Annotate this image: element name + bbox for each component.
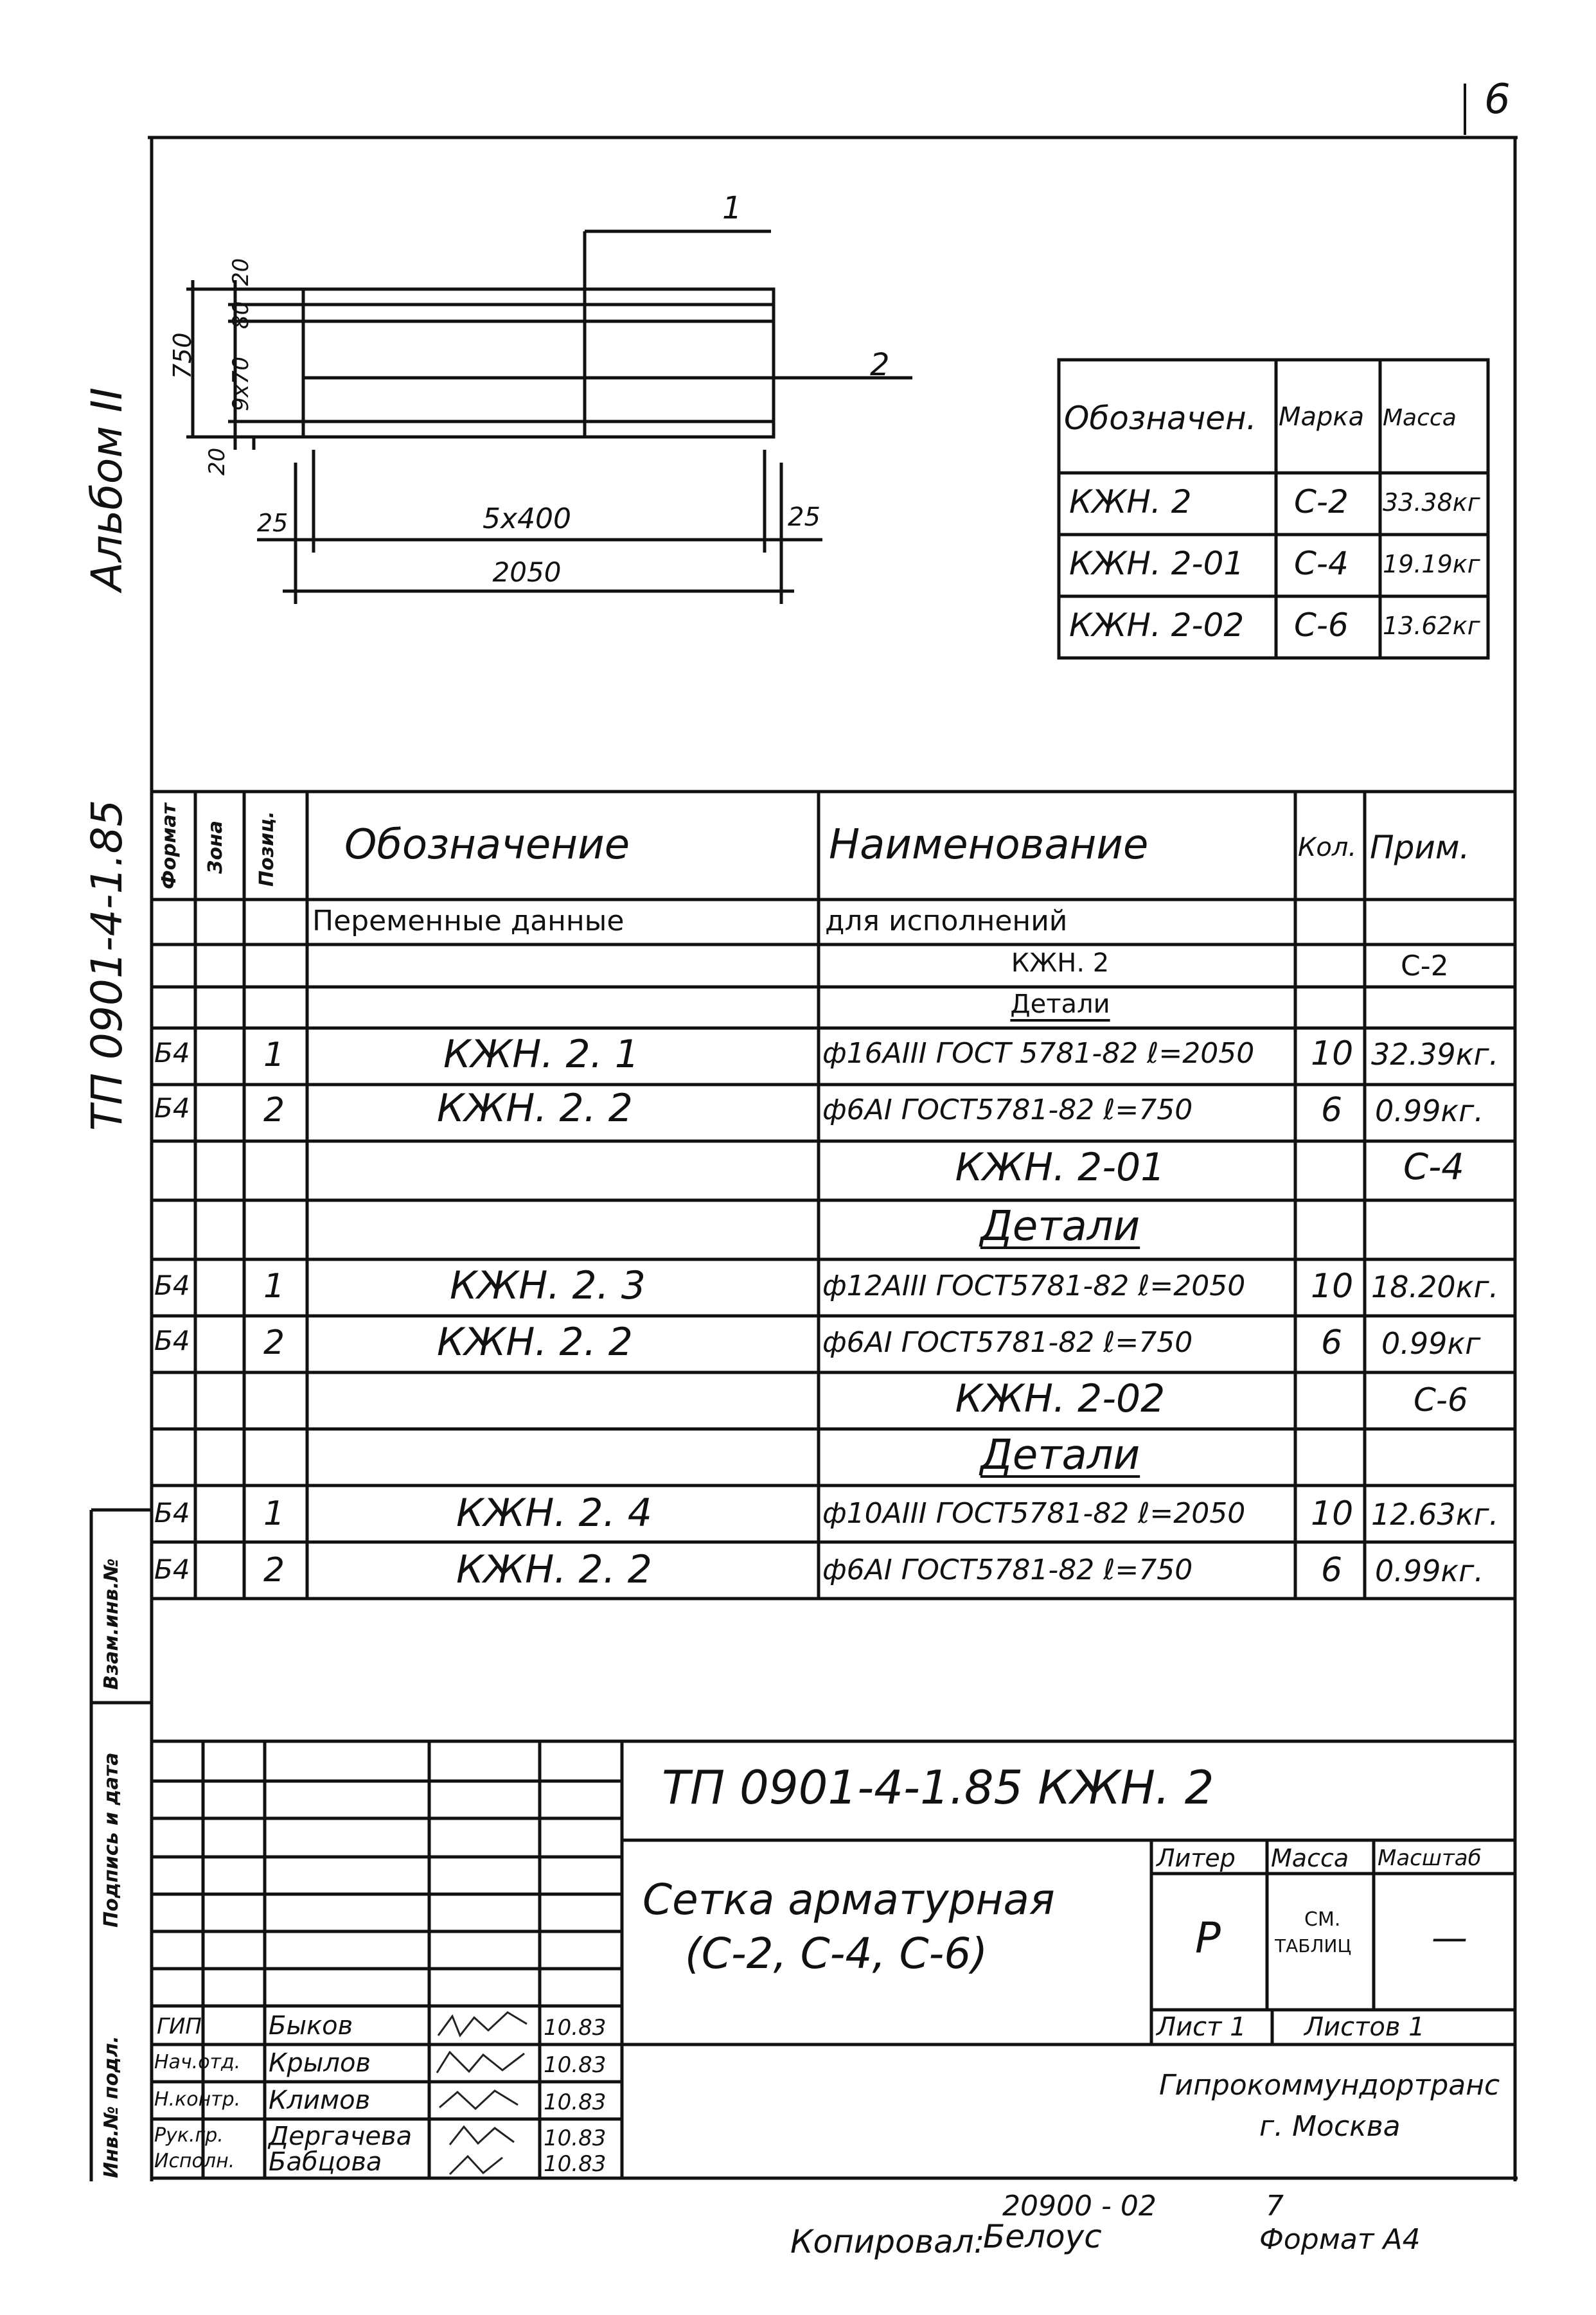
title-block-code: ТП 0901-4-1.85 КЖН. 2 [662, 1761, 1214, 1814]
spec-header-name: Наименование [829, 821, 1149, 869]
signature-4 [450, 2127, 514, 2145]
massa-value-line2: ТАБЛИЦ [1275, 1935, 1352, 1956]
callout-position-1: 1 [722, 190, 742, 226]
spec-row-6-format: Б4 [154, 1554, 190, 1585]
dim-20-top: 20 [228, 258, 254, 286]
footer-copied-label: Копировал: [790, 2223, 985, 2260]
mass-row-3-mass: 13.62кг [1383, 612, 1480, 640]
spec-header-zone: Зона [204, 820, 227, 874]
sheet-number: 6 [1484, 76, 1511, 123]
spec-row-variant-3-name: КЖН. 2-02 [955, 1376, 1166, 1421]
spec-header-designation: Обозначение [344, 821, 630, 869]
spec-row-6-note: 0.99кг. [1375, 1554, 1484, 1588]
mass-table-header-designation: Обозначен. [1064, 400, 1257, 437]
album-label: Альбом II [82, 387, 132, 591]
signature-3 [439, 2091, 518, 2109]
liter-value: Р [1195, 1913, 1221, 1963]
spec-row-variant-3-note: С-6 [1414, 1381, 1468, 1419]
mass-row-1-mark: С-2 [1294, 483, 1349, 520]
scale-header: Масштаб [1378, 1845, 1482, 1871]
callout-position-2: 2 [870, 347, 890, 383]
spec-row-variable-name: для исполнений [825, 905, 1068, 937]
signature-1 [438, 2012, 527, 2036]
scale-value: — [1432, 1917, 1467, 1959]
spec-row-1-format: Б4 [154, 1037, 190, 1069]
mass-row-1-mass: 33.38кг [1383, 488, 1480, 517]
mass-row-3-designation: КЖН. 2-02 [1069, 607, 1245, 644]
spec-row-1-qty: 10 [1311, 1034, 1354, 1073]
footer-page: 7 [1266, 2190, 1284, 2222]
footer-copier-name: Белоус [983, 2218, 1102, 2255]
mass-row-2-mass: 19.19кг [1383, 550, 1480, 578]
inv-podl-label: Инв.№ подл. [100, 2036, 123, 2178]
spec-row-4-name: ф6АI ГОСТ5781-82 ℓ=750 [822, 1326, 1193, 1359]
dim-750: 750 [168, 332, 197, 379]
dim-80: 80 [228, 301, 254, 329]
spec-row-2-note: 0.99кг. [1375, 1094, 1484, 1128]
signer-date: 10.83 [544, 2089, 607, 2115]
signer-name: Климов [269, 2086, 371, 2115]
spec-row-3-designation: КЖН. 2. 3 [450, 1263, 646, 1308]
spec-row-6-name: ф6АI ГОСТ5781-82 ℓ=750 [822, 1554, 1193, 1586]
spec-header-qty: Кол. [1298, 833, 1357, 862]
spec-row-6-pos: 2 [263, 1551, 285, 1590]
signature-5 [450, 2156, 502, 2174]
mass-table-header-mass: Масса [1383, 405, 1457, 431]
signer-date: 10.83 [544, 2015, 607, 2041]
spec-row-details-2-name: Детали [980, 1203, 1140, 1250]
massa-header: Масса [1271, 1844, 1349, 1872]
document-code-side: ТП 0901-4-1.85 [82, 799, 132, 1131]
spec-row-4-qty: 6 [1321, 1324, 1343, 1362]
dim-25-left: 25 [257, 509, 288, 537]
spec-row-5-pos: 1 [263, 1495, 285, 1533]
spec-row-4-note: 0.99кг [1381, 1326, 1481, 1361]
massa-value-line1: СМ. [1304, 1908, 1341, 1931]
organization-name: Гипрокоммундортранс [1159, 2069, 1500, 2102]
spec-row-3-format: Б4 [154, 1270, 190, 1301]
mass-row-1-designation: КЖН. 2 [1069, 483, 1192, 520]
spec-row-3-pos: 1 [263, 1267, 285, 1306]
spec-row-5-name: ф10АIII ГОСТ5781-82 ℓ=2050 [822, 1497, 1246, 1530]
signer-role: ГИП [157, 2014, 202, 2039]
dim-9x70: 9x70 [228, 356, 254, 411]
organization-city: г. Москва [1259, 2110, 1401, 2143]
spec-row-details-1-name: Детали [1010, 989, 1110, 1019]
spec-header-note: Прим. [1370, 829, 1470, 866]
spec-row-3-note: 18.20кг. [1371, 1270, 1499, 1304]
spec-row-1-name: ф16АIII ГОСТ 5781-82 ℓ=2050 [822, 1037, 1255, 1070]
spec-row-details-3-name: Детали [980, 1432, 1140, 1479]
spec-row-4-pos: 2 [263, 1324, 285, 1362]
title-block-name-line1: Сетка арматурная [643, 1875, 1055, 1924]
signature-2 [437, 2052, 524, 2073]
spec-row-5-qty: 10 [1311, 1495, 1354, 1533]
dim-2050: 2050 [492, 556, 562, 588]
spec-row-variant-2-name: КЖН. 2-01 [955, 1145, 1166, 1190]
spec-header-format: Формат [158, 803, 181, 889]
dim-25-right: 25 [788, 502, 820, 532]
liter-header: Литер [1157, 1844, 1236, 1872]
signer-name: Дергачева [269, 2122, 412, 2151]
spec-row-variable-designation: Переменные данные [312, 905, 625, 937]
signer-role: Н.контр. [154, 2088, 241, 2111]
spec-row-variant-2-note: С-4 [1403, 1146, 1464, 1188]
mass-row-2-designation: КЖН. 2-01 [1069, 545, 1245, 582]
spec-row-variant-1-note: С-2 [1401, 950, 1449, 982]
signer-role: Нач.отд. [154, 2051, 241, 2073]
signer-role: Рук.гр. [154, 2124, 224, 2147]
spec-row-variant-1-name: КЖН. 2 [1011, 948, 1110, 978]
spec-row-3-name: ф12АIII ГОСТ5781-82 ℓ=2050 [822, 1270, 1246, 1302]
dim-5x400: 5x400 [482, 502, 571, 535]
mass-row-2-mark: С-4 [1294, 545, 1349, 582]
spec-header-position: Позиц. [256, 811, 278, 887]
signer-date: 10.83 [544, 2151, 607, 2177]
spec-row-6-qty: 6 [1321, 1551, 1343, 1590]
footer-format: Формат А4 [1259, 2223, 1421, 2256]
spec-row-5-designation: КЖН. 2. 4 [456, 1491, 652, 1536]
spec-row-2-name: ф6АI ГОСТ5781-82 ℓ=750 [822, 1094, 1193, 1126]
spec-row-2-format: Б4 [154, 1092, 190, 1124]
signer-date: 10.83 [544, 2052, 607, 2078]
spec-row-1-note: 32.39кг. [1371, 1037, 1499, 1072]
podpis-data-label: Подпись и дата [100, 1752, 123, 1928]
signer-date: 10.83 [544, 2125, 607, 2151]
spec-row-2-pos: 2 [263, 1091, 285, 1130]
spec-row-5-format: Б4 [154, 1497, 190, 1529]
spec-row-1-pos: 1 [263, 1036, 285, 1074]
signer-name: Крылов [269, 2048, 371, 2078]
mass-table-header-mark: Марка [1279, 402, 1365, 432]
spec-row-4-format: Б4 [154, 1325, 190, 1356]
signer-name: Быков [269, 2011, 353, 2041]
spec-row-6-designation: КЖН. 2. 2 [456, 1547, 652, 1592]
spec-row-3-qty: 10 [1311, 1267, 1354, 1306]
title-block-name-line2: (С-2, С-4, С-6) [685, 1929, 988, 1978]
spec-row-2-qty: 6 [1321, 1091, 1343, 1130]
spec-row-1-designation: КЖН. 2. 1 [443, 1032, 639, 1077]
sheet-label: Лист 1 [1157, 2012, 1246, 2042]
sheets-total-label: Листов 1 [1304, 2012, 1425, 2042]
signer-name: Бабцова [269, 2147, 382, 2177]
spec-row-4-designation: КЖН. 2. 2 [437, 1320, 633, 1365]
vzam-inv-label: Взам.инв.№ [100, 1558, 123, 1690]
spec-row-5-note: 12.63кг. [1371, 1497, 1499, 1532]
mass-row-3-mark: С-6 [1294, 607, 1349, 644]
footer-number: 20900 - 02 [1002, 2190, 1157, 2222]
spec-row-2-designation: КЖН. 2. 2 [437, 1086, 633, 1131]
signer-role: Исполн. [154, 2150, 235, 2172]
dim-20-bottom: 20 [204, 447, 230, 475]
